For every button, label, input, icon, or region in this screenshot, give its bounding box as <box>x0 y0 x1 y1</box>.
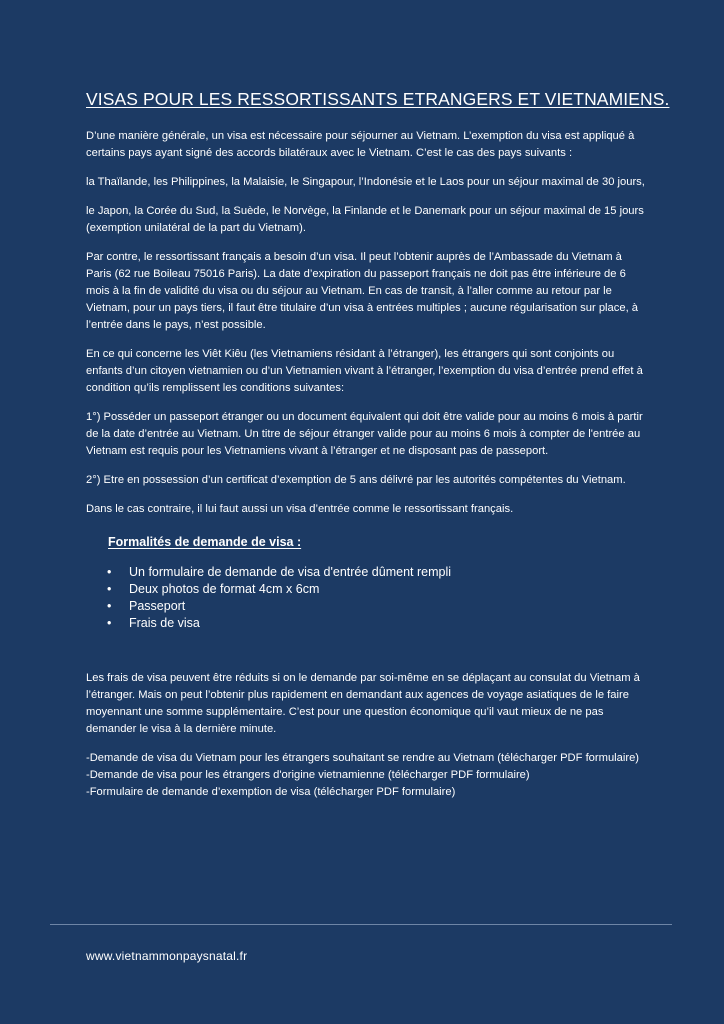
intro-paragraph: D’une manière générale, un visa est nécessaire pour séjourner au Vietnam. L’exemption du visa est appliqué à certains pays ayant signé des accords bilatéraux avec le Vietnam. C’est le cas des pays suivants : <box>86 130 635 159</box>
list-item <box>107 564 646 581</box>
document-body <box>86 88 670 801</box>
list-item-text: Passeport <box>129 599 186 613</box>
condition-1-paragraph: 1°) Posséder un passeport étranger ou un document équivalent qui doit être valide pour au moins 6 mois à partir de la date d’entrée au Vietnam. Un titre de séjour étranger valide pour au moins 6 mois à compter de l'entrée au Vietnam est requis pour les Vietnamiens vivant à l’étranger et ne disposant pas de passeport. <box>86 411 643 457</box>
bullet-icon: • <box>107 582 112 596</box>
french-visa-paragraph: Par contre, le ressortissant français a besoin d’un visa. Il peut l’obtenir auprès de l’Ambassade du Vietnam à Paris (62 rue Boileau 75016 Paris). La date d’expiration du passeport français ne doit pas être inférieure de 6 mois à la fin de validité du visa ou du séjour au Vietnam. En cas de transit, à l’aller comme au retour par le Vietnam, pour un pays tiers, il faut être titulaire d’un visa à entrées multiples ; aucune régularisation sur place, à l’entrée dans le pays, n’est possible. <box>86 251 639 331</box>
list-item <box>107 598 646 615</box>
list-item-text: Deux photos de format 4cm x 6cm <box>129 582 320 596</box>
formalites-list <box>86 564 646 632</box>
list-item <box>107 615 646 632</box>
viet-kieu-paragraph: En ce qui concerne les Viêt Kiêu (les Vietnamiens résidant à l’étranger), les étrangers qui sont conjoints ou enfants d’un citoyen vietnamien ou d’un Vietnamien vivant à l’étranger, l’exemption du visa d’entrée prend effet à condition qu’ils remplissent les conditions suivantes: <box>86 348 643 394</box>
condition-2-paragraph: 2°) Etre en possession d’un certificat d’exemption de 5 ans délivré par les autorités compétentes du Vietnam. <box>86 474 626 486</box>
downloads-block <box>86 750 646 801</box>
download-link-foreigners[interactable]: -Demande de visa du Vietnam pour les étrangers souhaitant se rendre au Vietnam (télécharger PDF formulaire) <box>86 752 640 764</box>
bullet-icon: • <box>107 616 112 630</box>
page-title: VISAS POUR LES RESSORTISSANTS ETRANGERS ET VIETNAMIENS. <box>86 89 670 109</box>
list-item-text: Frais de visa <box>129 616 200 630</box>
bullet-icon: • <box>107 565 112 579</box>
exempt-countries-30-days: la Thaïlande, les Philippines, la Malaisie, le Singapour, l’Indonésie et le Laos pour un séjour maximal de 30 jours, <box>86 176 645 188</box>
download-link-vietnamese-origin[interactable]: -Demande de visa pour les étrangers d'origine vietnamienne (télécharger PDF formulaire) <box>86 769 530 781</box>
footer-website[interactable]: www.vietnammonpaysnatal.fr <box>86 949 248 963</box>
formalites-heading: Formalités de demande de visa : <box>108 535 302 549</box>
footer-divider <box>50 924 672 925</box>
bullet-icon: • <box>107 599 112 613</box>
list-item-text: Un formulaire de demande de visa d'entrée dûment rempli <box>129 565 452 579</box>
otherwise-paragraph: Dans le cas contraire, il lui faut aussi un visa d’entrée comme le ressortissant français. <box>86 503 514 515</box>
frais-paragraph: Les frais de visa peuvent être réduits si on le demande par soi-même en se déplaçant au consulat du Vietnam à l’étranger. Mais on peut l’obtenir plus rapidement en demandant aux agences de voyage asiatiques de le faire moyennant une somme supplémentaire. C’est pour une question économique qu’il vaut mieux de ne pas demander le visa à la dernière minute. <box>86 672 640 735</box>
exempt-countries-15-days: le Japon, la Corée du Sud, la Suède, le Norvège, la Finlande et le Danemark pour un séjour maximal de 15 jours (exemption unilatéral de la part du Vietnam). <box>86 205 644 234</box>
download-link-exemption[interactable]: -Formulaire de demande d’exemption de visa (télécharger PDF formulaire) <box>86 786 456 798</box>
list-item <box>107 581 646 598</box>
